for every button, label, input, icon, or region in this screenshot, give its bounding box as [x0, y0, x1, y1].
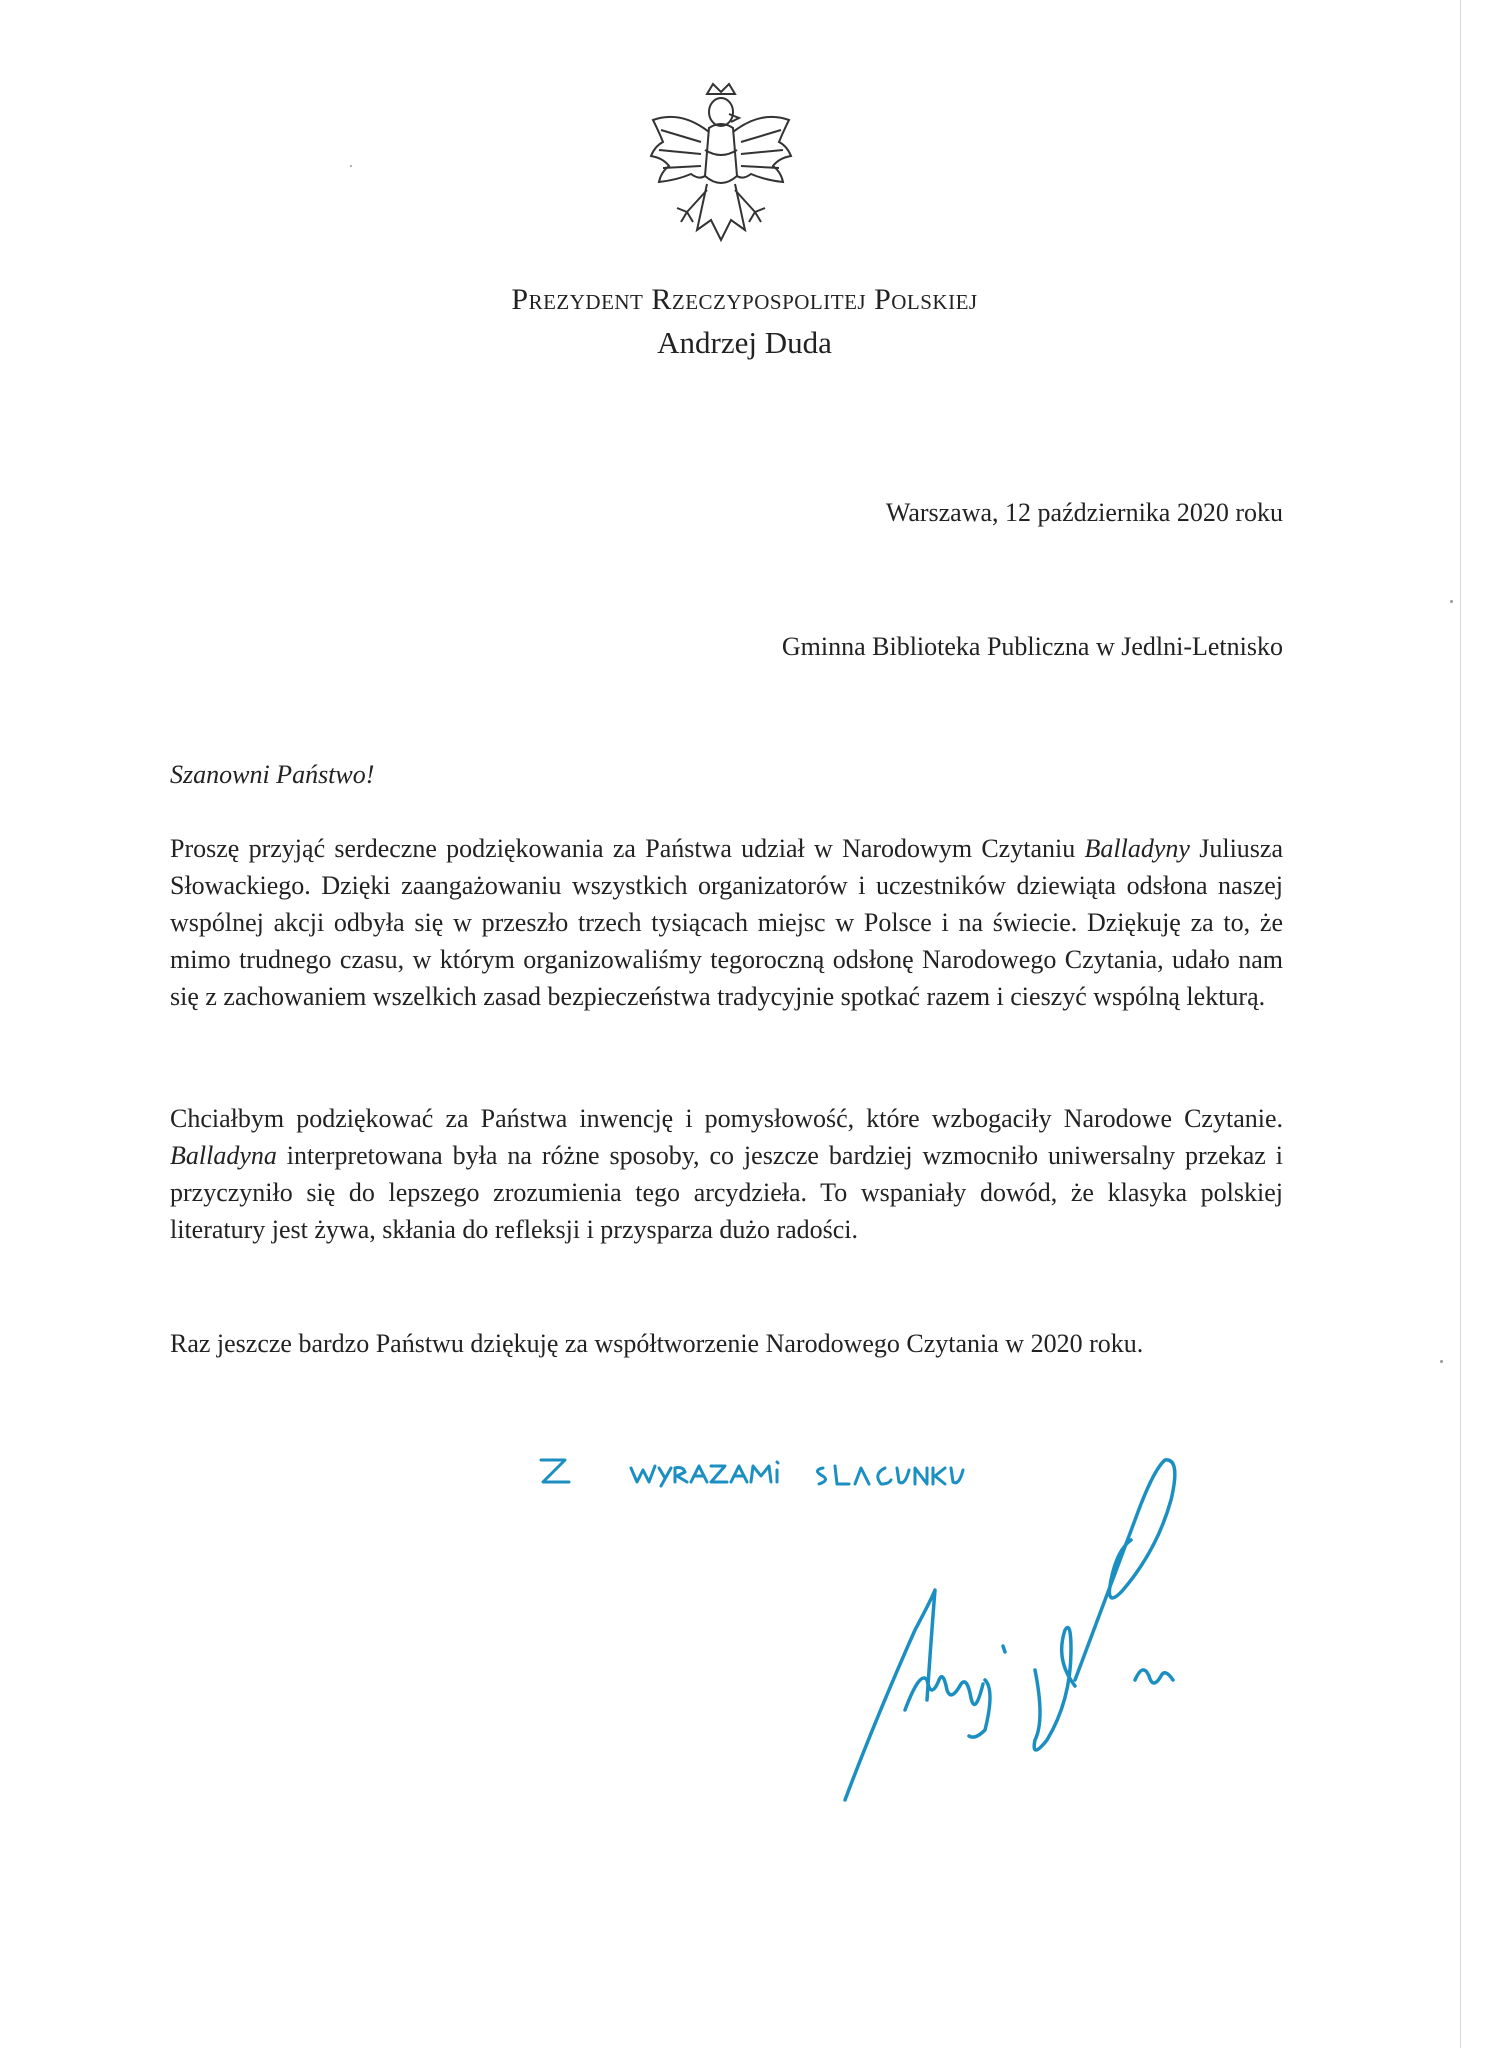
paragraph-1-title: Balladyny — [1084, 834, 1190, 863]
recipient-line: Gminna Biblioteka Publiczna w Jedlni-Letnisko — [781, 632, 1283, 661]
paragraph-1-text-a: Proszę przyjąć serdeczne podziękowania za Państwa udział w Narodowym Czytaniu — [170, 834, 1085, 863]
polish-eagle-emblem-icon — [641, 80, 801, 260]
office-title: Prezydent Rzeczypospolitej Polskiej — [511, 283, 978, 316]
paragraph-2-title: Balladyna — [170, 1141, 277, 1170]
salutation: Szanowni Państwo! — [170, 760, 375, 789]
date-line: Warszawa, 12 października 2020 roku — [885, 498, 1283, 527]
scan-speck — [1450, 600, 1453, 603]
paragraph-2-text-b: interpretowana była na różne sposoby, co jeszcze bardziej wzmocniło uniwersalny przekaz i przyczyniło się do lepszego zrozumienia tego arcydzieła. To wspaniały dowód, że klasyka polskiej literatury jest żywa, skłania do refleksji i przysparza dużo radości. — [170, 1141, 1283, 1244]
paragraph-3: Raz jeszcze bardzo Państwu dziękuję za współtworzenie Narodowego Czytania w 2020 roku. — [170, 1329, 1144, 1358]
paragraph-1 — [170, 830, 1283, 1015]
scan-speck — [1440, 1360, 1443, 1363]
scan-speck — [350, 165, 352, 167]
paragraph-2-text-a: Chciałbym podziękować za Państwa inwencję i pomysłowość, które wzbogaciły Narodowe Czytanie. — [170, 1104, 1283, 1133]
president-name: Andrzej Duda — [657, 325, 832, 360]
paragraph-1-text-b: Juliusza Słowackiego. Dzięki zaangażowaniu wszystkich organizatorów i uczestników dziewiąta odsłona naszej wspólnej akcji odbyła się w przeszło trzech tysiącach miejsc w Polsce i na świecie. Dziękuję za to, że mimo trudnego czasu, w którym organizowaliśmy tegoroczną odsłonę Narodowego Czytania, udało nam się z zachowaniem wszelkich zasad bezpieczeństwa tradycyjnie spotkać razem i cieszyć wspólną lekturą. — [170, 834, 1283, 1011]
signature-icon — [835, 1440, 1225, 1860]
paragraph-2 — [170, 1100, 1283, 1248]
